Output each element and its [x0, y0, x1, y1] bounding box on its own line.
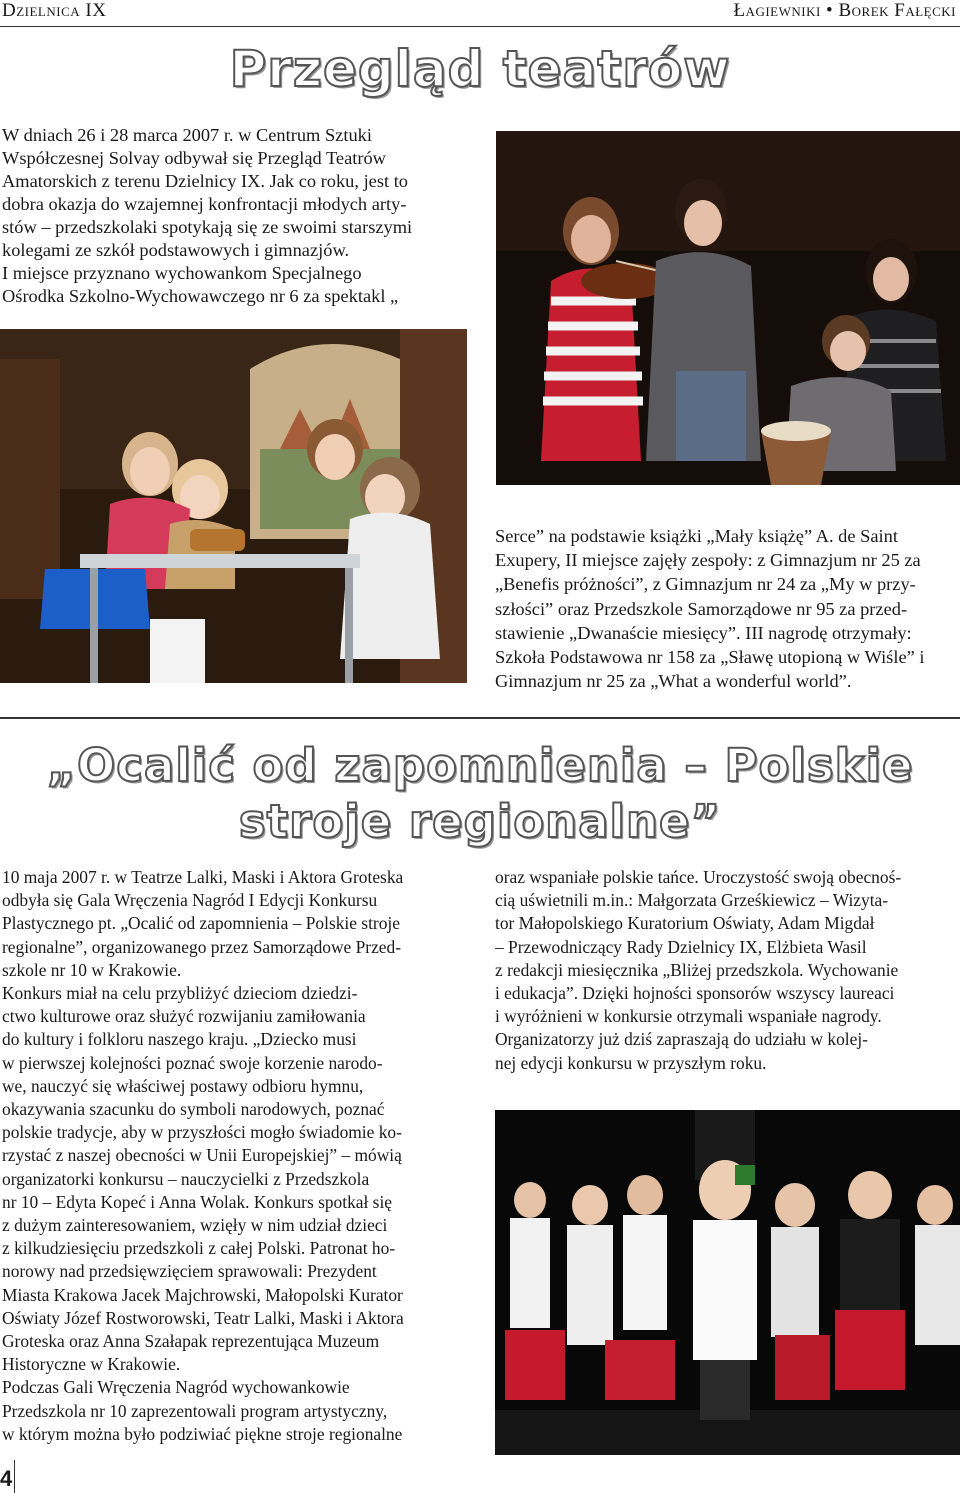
text-line: Groteska oraz Anna Szałapak reprezentująca Muzeum: [2, 1331, 380, 1352]
text-line: Amatorskich z terenu Dzielnicy IX. Jak co roku, jest to: [2, 171, 409, 191]
text-line: Miasta Krakowa Jacek Majchrowski, Małopolski Kurator: [2, 1284, 403, 1305]
text-line: 10 maja 2007 r. w Teatrze Lalki, Maski i Aktora Groteska: [2, 867, 404, 887]
text-line: Gimnazjum nr 25 za „What a wonderful world”.: [495, 671, 852, 692]
article1-intro-text: [2, 124, 472, 308]
article-title-regional-costumes: [0, 738, 960, 850]
text-line: Ośrodka Szkolno-Wychowawczego nr 6 za spektakl „: [2, 286, 399, 306]
text-line: okazywania szacunku do symboli narodowych, poznać: [2, 1099, 385, 1120]
text-line: Konkurs miał na celu przybliżyć dzieciom dziedzi-: [2, 983, 358, 1004]
text-line: kolegami ze szkół podstawowych i gimnazjów.: [2, 240, 350, 260]
article2-right-column: [495, 866, 959, 1075]
text-line: szłości” oraz Przedszkole Samorządowe nr 95 za przed-: [495, 598, 908, 619]
text-line: z redakcji miesięcznika „Bliżej przedszkola. Wychowanie: [495, 959, 899, 980]
text-line: cią uświetnili m.in.: Małgorzata Grześkiewicz – Wizyta-: [495, 890, 889, 911]
text-line: do kultury i folkloru naszego kraju. „Dziecko musi: [2, 1029, 357, 1050]
text-line: Historyczne w Krakowie.: [2, 1354, 181, 1375]
text-line: z dużym zainteresowaniem, wzięły w nim udział dzieci: [2, 1215, 388, 1236]
text-line: W dniach 26 i 28 marca 2007 r. w Centrum Sztuki: [2, 125, 372, 145]
text-line: organizatorki konkursu – nauczycielki z Przedszkola: [2, 1168, 370, 1189]
title-line-2: stroje regionalne”: [238, 795, 722, 848]
text-line: I miejsce przyznano wychowankom Specjalnego: [2, 263, 362, 283]
text-line: norowy nad przedsięwzięciem sprawowali: Prezydent: [2, 1261, 377, 1282]
text-line: Oświaty Józef Rostworowski, Teatr Lalki, Maski i Aktora: [2, 1307, 404, 1328]
title-line-1: „Ocalić od zapomnienia – Polskie: [46, 739, 914, 792]
text-line: i edukacja”. Dzięki hojności sponsorów wszyscy laureaci: [495, 983, 895, 1004]
text-line: Exupery, II miejsce zajęły zespoły: z Gimnazjum nr 25 za: [495, 550, 921, 571]
text-line: oraz wspaniałe polskie tańce. Uroczystość swoją obecnoś-: [495, 867, 902, 887]
text-line: stów – przedszkolaki spotykają się ze swoimi starszymi: [2, 217, 413, 237]
article2-left-column: [2, 866, 466, 1446]
text-line: we, nauczyć się właściwej postawy odbioru hymnu,: [2, 1075, 364, 1096]
district-places: Łagiewniki • Borek Fałęcki: [733, 0, 956, 21]
text-line: Podczas Gali Wręczenia Nagród wychowankowie: [2, 1377, 350, 1398]
text-line: szkole nr 10 w Krakowie.: [2, 959, 182, 980]
text-line: ctwo kulturowe oraz służyć rozwijaniu zamiłowania: [2, 1006, 366, 1027]
article1-results-text: [495, 524, 959, 693]
section-divider: [0, 717, 960, 719]
text-line: polskie tradycje, aby w przyszłości mogło świadomie ko-: [2, 1122, 402, 1143]
text-line: Serce” na podstawie książki „Mały książę” A. de Saint: [495, 526, 898, 546]
text-line: Współczesnej Solvay odbywał się Przegląd Teatrów: [2, 148, 386, 168]
text-line: „Benefis próżności”, z Gimnazjum nr 24 za „My w przy-: [495, 574, 916, 595]
text-line: w którym można było podziwiać piękne stroje regionalne: [2, 1423, 403, 1444]
photo-musicians-on-stage: [496, 131, 960, 485]
page-number: 4: [0, 1466, 13, 1491]
text-line: nej edycji konkursu w przyszłym roku.: [495, 1052, 767, 1073]
text-line: rzystać z naszej obecności w Unii Europejskiej” – mówią: [2, 1145, 402, 1166]
section-name: Dzielnica IX: [2, 0, 107, 21]
footer-vertical-rule: [14, 1460, 15, 1493]
article-title-theatre-review: Przegląd teatrów: [229, 40, 731, 98]
header-divider: [0, 26, 960, 27]
photo-children-at-table: [0, 329, 467, 683]
text-line: – Przewodniczący Rady Dzielnicy IX, Elżbieta Wasil: [495, 936, 867, 957]
text-line: Plastycznego pt. „Ocalić od zapomnienia – Polskie stroje: [2, 913, 400, 934]
text-line: regionalne”, organizowanego przez Samorządowe Przed-: [2, 936, 401, 957]
text-line: Szkoła Podstawowa nr 158 za „Sławę utopioną w Wiśle” i: [495, 647, 925, 668]
text-line: nr 10 – Edyta Kopeć i Anna Wolak. Konkurs spotkał się: [2, 1191, 392, 1212]
text-line: stawienie „Dwanaście miesięcy”. III nagrodę otrzymały:: [495, 622, 912, 643]
text-line: dobra okazja do wzajemnej konfrontacji młodych arty-: [2, 194, 407, 214]
text-line: w pierwszej kolejności poznać swoje korzenie narodo-: [2, 1052, 383, 1073]
text-line: Organizatorzy już dziś zapraszają do udziału w kolej-: [495, 1029, 868, 1050]
photo-children-in-regional-costumes: [495, 1110, 960, 1455]
text-line: Przedszkola nr 10 zaprezentowali program artystyczny,: [2, 1400, 388, 1421]
text-line: z kilkudziesięciu przedszkoli z całej Polski. Patronat ho-: [2, 1238, 396, 1259]
text-line: odbyła się Gala Wręczenia Nagród I Edycji Konkursu: [2, 890, 378, 911]
text-line: i wyróżnieni w konkursie otrzymali wspaniałe nagrody.: [495, 1006, 882, 1027]
text-line: tor Małopolskiego Kuratorium Oświaty, Adam Migdał: [495, 913, 875, 934]
